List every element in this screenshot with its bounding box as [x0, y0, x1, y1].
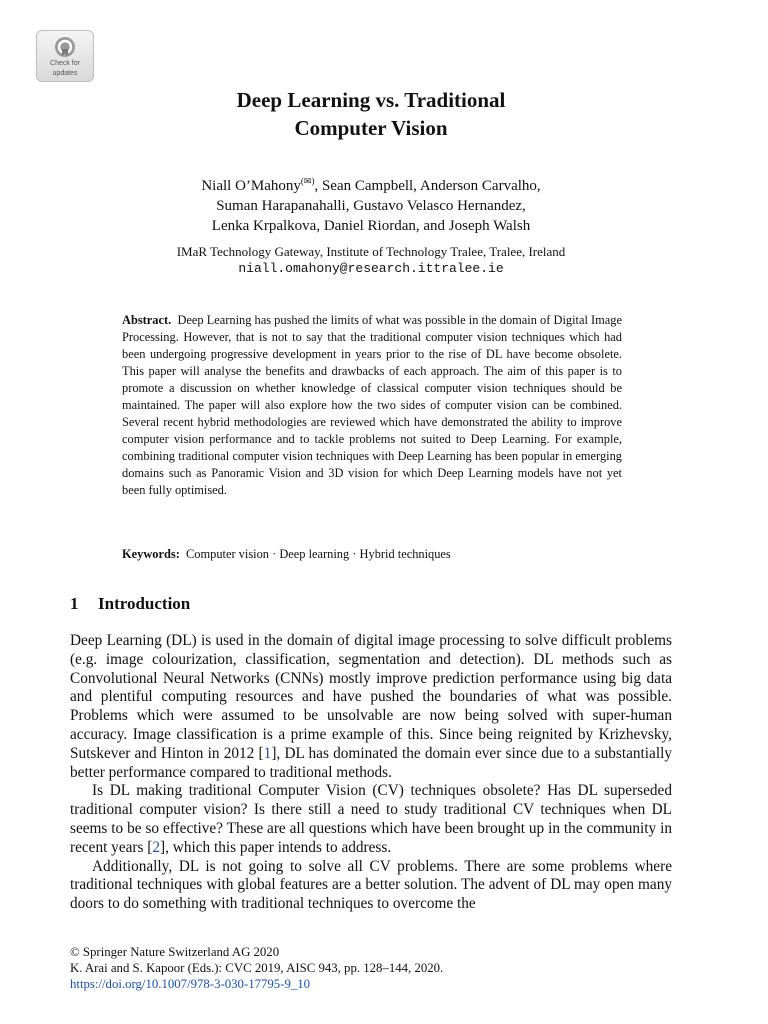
badge-label-2: updates	[52, 70, 78, 77]
paper-title	[0, 86, 742, 142]
paragraph-text: ], which this paper intends to address.	[160, 838, 392, 856]
body-text	[70, 632, 672, 914]
citation-link[interactable]: 2	[152, 838, 161, 856]
paragraph	[70, 632, 672, 782]
paragraph-text: Is DL making traditional Computer Vision (CV) techniques obsolete? Has DL superseded traditional computer vision? Is there still a need to study traditional CV techniques when DL seems to be so effective? These are all questions which have been brought up in the community in recent years [	[70, 782, 672, 856]
bookmark-ring-icon	[54, 36, 76, 58]
paragraph-text: ], DL has dominated the domain ever since due to a substantially better performance compared to traditional methods.	[70, 744, 672, 781]
title-line-1: Deep Learning vs. Traditional	[236, 88, 506, 112]
envelope-icon[interactable]: (✉)	[300, 176, 315, 186]
doi-link[interactable]: https://doi.org/10.1007/978-3-030-17795-9_10	[70, 977, 311, 991]
affiliation: IMaR Technology Gateway, Institute of Technology Tralee, Tralee, Ireland	[176, 244, 566, 259]
title-line-2: Computer Vision	[294, 116, 448, 140]
footer	[70, 944, 443, 992]
email-address[interactable]: niall.omahony@research.ittralee.ie	[238, 261, 504, 276]
keywords-label: Keywords:	[122, 547, 180, 561]
citation-info: K. Arai and S. Kapoor (Eds.): CVC 2019, AISC 943, pp. 128–144, 2020.	[70, 961, 444, 975]
keyword-item: Deep learning	[279, 547, 350, 561]
author-first: Niall O’Mahony	[201, 178, 301, 194]
authors-line-2: Suman Harapanahalli, Gustavo Velasco Hernandez,	[216, 198, 526, 214]
keyword-item: Computer vision	[186, 547, 269, 561]
section-title: Introduction	[98, 594, 191, 613]
author-list	[0, 171, 742, 236]
citation-link[interactable]: 1	[263, 744, 272, 762]
abstract-text: Deep Learning has pushed the limits of what was possible in the domain of Digital Image Processing. However, that is not to say that the traditional computer vision techniques which had been undergoing progressive development in years prior to the rise of DL have become obsolete. This paper will analyse the benefits and drawbacks of each approach. The aim of this paper is to promote a discussion on whether knowledge of classical computer vision techniques should be maintained. The paper will also explore how the two sides of computer vision can be combined. Several recent hybrid methodologies are reviewed which have demonstrated the ability to improve computer vision performance and to tackle problems not suited to Deep Learning. For example, combining traditional computer vision techniques with Deep Learning has been popular in emerging domains such as Panoramic Vision and 3D vision for which Deep Learning models have not yet been fully optimised.	[122, 313, 622, 497]
affiliation-block	[0, 243, 742, 277]
paragraph	[70, 782, 672, 857]
keywords	[122, 546, 642, 563]
check-for-updates-badge[interactable]	[36, 30, 94, 82]
abstract-label: Abstract.	[122, 313, 172, 327]
abstract	[122, 312, 622, 499]
section-heading	[70, 594, 190, 614]
keyword-item: Hybrid techniques	[359, 547, 451, 561]
section-number: 1	[70, 594, 79, 613]
keyword-separator: ·	[272, 547, 277, 561]
paragraph: Additionally, DL is not going to solve all CV problems. There are some problems where traditional techniques with global features are a better solution. The advent of DL may open many doors to do something with traditional techniques to overcome the	[70, 857, 672, 913]
authors-line-1-rest: , Sean Campbell, Anderson Carvalho,	[314, 178, 541, 194]
paragraph-text: Deep Learning (DL) is used in the domain of digital image processing to solve difficult problems (e.g. image colourization, classification, segmentation and detection). DL methods such as Convolutional Neural Networks (CNNs) mostly improve prediction performance using big data and plentiful computing resources and have pushed the boundaries of what was possible. Problems which were assumed to be unsolvable are now being solved with super-human accuracy. Image classification is a prime example of this. Since being reignited by Krizhevsky, Sutskever and Hinton in 2012 [	[70, 632, 672, 762]
keyword-separator: ·	[352, 547, 357, 561]
badge-label-1: Check for	[50, 60, 80, 67]
copyright: © Springer Nature Switzerland AG 2020	[70, 945, 280, 959]
authors-line-3: Lenka Krpalkova, Daniel Riordan, and Joseph Walsh	[211, 218, 531, 234]
